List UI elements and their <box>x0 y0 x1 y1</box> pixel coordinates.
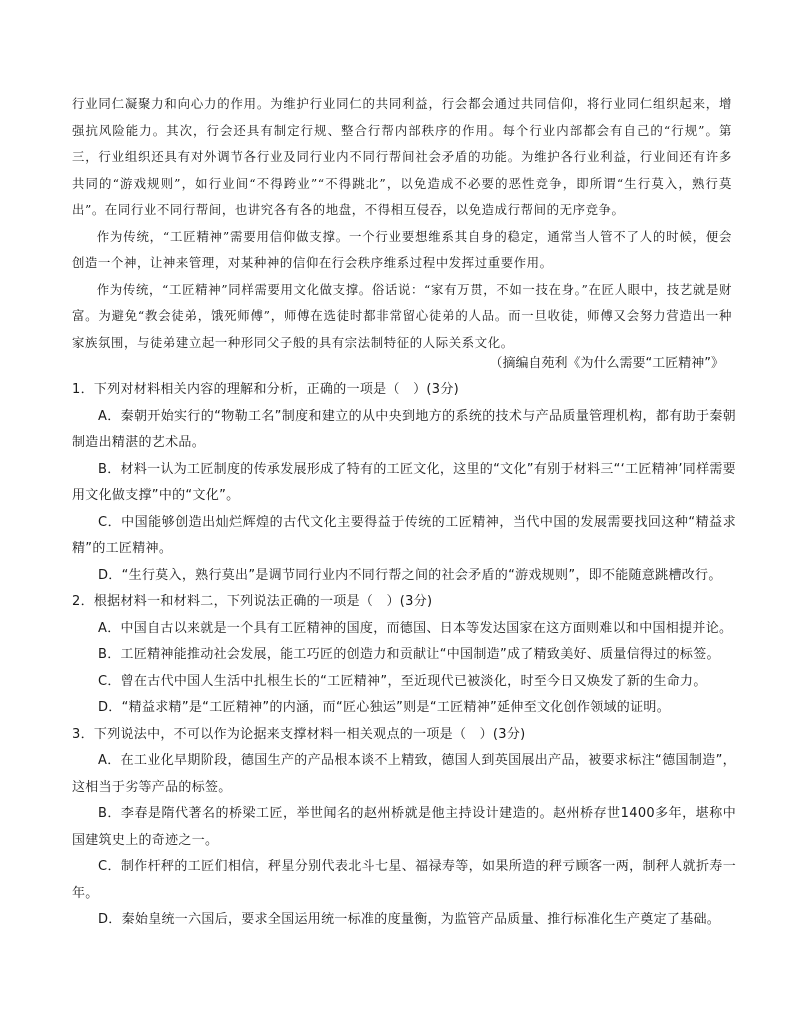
question-option-b: B．工匠精神能推动社会发展，能工巧匠的创造力和贡献让“中国制造”成了精致美好、质量信得过的标签。 <box>98 647 720 662</box>
question-stem: 1．下列对材料相关内容的理解和分析，正确的一项是（ ）(3分) <box>72 382 459 397</box>
question-list <box>72 377 736 934</box>
question-option-c: C．曾在古代中国人生活中扎根生长的“工匠精神”，至近现代已被淡化，时至今日又焕发了新的生命力。 <box>98 673 707 689</box>
passage-source: （摘编自苑利《为什么需要“工匠精神”》 <box>489 356 724 371</box>
question-option-d: D．秦始皇统一六国后，要求全国运用统一标准的度量衡，为监管产品质量、推行标准化生产奠定了基础。 <box>98 912 721 927</box>
question-option-d: D．“生行莫入，熟行莫出”是调节同行业内不同行帮之间的社会矛盾的“游戏规则”，即不能随意跳槽改行。 <box>98 567 722 583</box>
question-2 <box>72 589 736 722</box>
question-3 <box>72 722 736 934</box>
question-option-d: D．“精益求精”是“工匠精神”的内涵，而“匠心独运”则是“工匠精神”延伸至文化创作领域的证明。 <box>98 700 670 715</box>
question-option-b: B．材料一认为工匠制度的传承发展形成了特有的工匠文化，这里的“文化”有别于材料三“‘工匠精神’同样需要用文化做支撑”中的“文化”。 <box>72 461 736 503</box>
passage-paragraph-3: 作为传统，“工匠精神”同样需要用文化做支撑。俗话说：“家有万贯，不如一技在身。”在匠人眼中，技艺就是财富。为避免“教会徒弟，饿死师傅”，师傅在选徒时都非常留心徒弟的人品。而一旦收徒，师傅又会努力营造出一种家族氛围，与徒弟建立起一种形同父子般的具有宗法制特征的人际关系文化。 <box>72 281 732 350</box>
reading-passage <box>72 91 732 356</box>
question-stem: 3．下列说法中，不可以作为论据来支撑材料一相关观点的一项是（ ）(3分) <box>72 726 526 742</box>
question-option-b: B．李春是隋代著名的桥梁工匠，举世闻名的赵州桥就是他主持设计建造的。赵州桥存世1400多年，堪称中国建筑史上的奇迹之一。 <box>72 806 736 848</box>
question-option-a: A．在工业化早期阶段，德国生产的产品根本谈不上精致，德国人到英国展出产品，被要求标注“德国制造”，这相当于劣等产品的标签。 <box>72 753 736 795</box>
question-option-c: C．制作杆秤的工匠们相信，秤星分别代表北斗七星、福禄寿等，如果所造的秤亏顾客一两，制秤人就折寿一年。 <box>72 859 736 901</box>
question-option-c: C．中国能够创造出灿烂辉煌的古代文化主要得益于传统的工匠精神，当代中国的发展需要找回这种“精益求精”的工匠精神。 <box>72 514 736 556</box>
question-1 <box>72 377 736 589</box>
question-option-a: A．中国自古以来就是一个具有工匠精神的国度，而德国、日本等发达国家在这方面则难以和中国相提并论。 <box>98 620 733 636</box>
question-stem: 2．根据材料一和材料二，下列说法正确的一项是（ ）(3分) <box>72 594 433 609</box>
question-option-a: A．秦朝开始实行的“物勒工名”制度和建立的从中央到地方的系统的技术与产品质量管理机构，都有助于秦朝制造出精湛的艺术品。 <box>72 408 736 450</box>
passage-paragraph-2: 作为传统，“工匠精神”需要用信仰做支撑。一个行业要想维系其自身的稳定，通常当人管不了人的时候，便会创造一个神，让神来管理，对某种神的信仰在行会秩序维系过程中发挥过重要作用。 <box>72 228 732 270</box>
passage-paragraph-1: 行业同仁凝聚力和向心力的作用。为维护行业同仁的共同利益，行会都会通过共同信仰，将行业同仁组织起来，增强抗风险能力。其次，行会还具有制定行规、整合行帮内部秩序的作用。每个行业内部都会有自己的“行规”。第三，行业组织还具有对外调节各行业及同行业内不同行帮间社会矛盾的功能。为维护各行业利益，行业间还有许多共同的“游戏规则”，如行业间“不得跨业”“不得跳北”，以免造成不必要的恶性竞争，即所谓“生行莫入，熟行莫出”。在同行业不同行帮间，也讲究各有各的地盘，不得相互侵吞，以免造成行帮间的无序竞争。 <box>72 96 732 217</box>
